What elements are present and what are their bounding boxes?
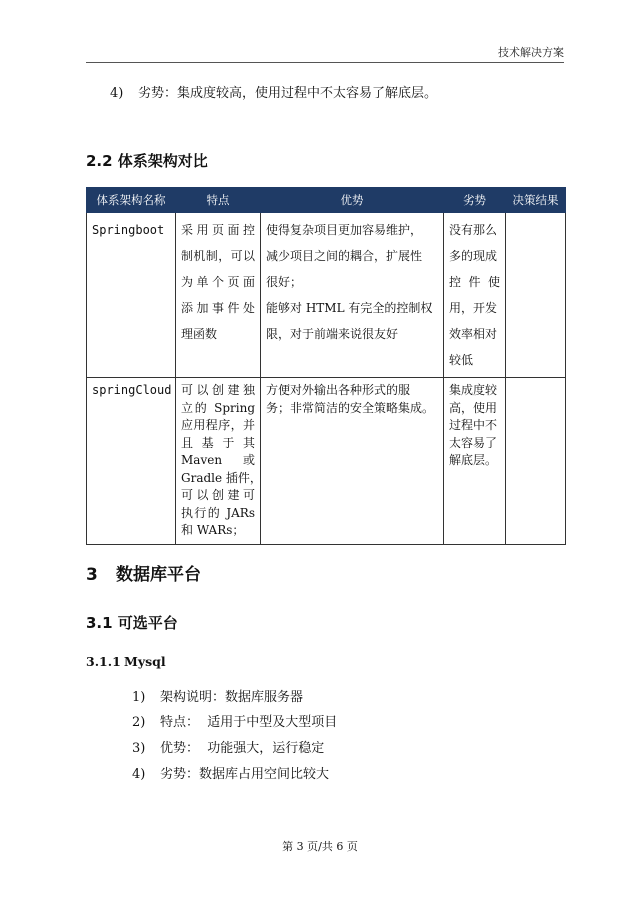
text-line: 可以创建可	[181, 488, 255, 502]
text-line: 方便对外输出各种形式的服	[266, 383, 411, 397]
text-line: 理函数	[181, 327, 218, 341]
text-line: Gradle 插件，	[181, 470, 262, 485]
text-line: 用，开发	[449, 301, 498, 315]
cell-feature	[176, 378, 261, 545]
section-title: 数据库平台	[116, 565, 201, 585]
text-line: 为单个页面	[181, 275, 255, 289]
page-footer: 第 3 页/共 6 页	[282, 840, 358, 853]
text-line: 集成度较	[449, 383, 498, 397]
intro-list-item	[110, 82, 437, 101]
text-line: 制机制，可以	[181, 249, 255, 263]
section-3-1-heading: 3.1 可选平台	[86, 614, 178, 632]
section-3-heading	[86, 560, 201, 585]
text-line: 和 WARs；	[181, 523, 245, 537]
table-header-row	[87, 188, 566, 213]
cell-advantage	[261, 213, 444, 378]
list-number: 4)	[132, 767, 146, 782]
column-header: 优势	[261, 188, 444, 213]
text-line: 控 件 使	[449, 275, 500, 289]
column-header: 特点	[176, 188, 261, 213]
text-line: 较低	[449, 353, 474, 367]
cell-feature	[176, 213, 261, 378]
section-3-1-1-heading	[86, 654, 166, 669]
column-header: 决策结果	[506, 188, 566, 213]
cell-disadvantage	[444, 378, 506, 545]
table-row	[87, 213, 566, 378]
text-line: 效率相对	[449, 327, 498, 341]
list-number: 3)	[132, 741, 146, 756]
list-text: 特点： 适用于中型及大型项目	[160, 715, 338, 730]
text-line: 使得复杂项目更加容易维护，	[266, 223, 423, 237]
cell-name: springCloud	[87, 378, 176, 545]
column-header: 劣势	[444, 188, 506, 213]
section-number: 3.1.1	[86, 654, 121, 669]
list-number: 4)	[110, 86, 124, 101]
text-line: 能够对 HTML 有完全的控制权	[266, 301, 433, 315]
list-item	[132, 686, 303, 705]
text-line: 可以创建独	[181, 383, 255, 397]
text-line: 高，使用	[449, 400, 498, 415]
cell-name: Springboot	[87, 213, 176, 378]
text-line: 采用页面控	[181, 223, 255, 237]
text-line: 限，对于前端来说很友好	[266, 327, 399, 341]
text-line: 减少项目之间的耦合，扩展性	[266, 249, 423, 263]
text-line: 过程中不	[449, 418, 498, 432]
list-number: 2)	[132, 715, 146, 730]
header-divider	[86, 62, 564, 63]
page-header-title: 技术解决方案	[498, 46, 564, 59]
text-line: 太容易了	[449, 435, 498, 450]
list-item	[132, 763, 329, 782]
text-line: 立的 Spring	[181, 400, 255, 415]
column-header: 体系架构名称	[87, 188, 176, 213]
text-line: Maven 或	[181, 453, 255, 467]
section-title: Mysql	[124, 654, 166, 669]
list-item	[132, 711, 337, 730]
cell-decision	[506, 378, 566, 545]
text-line: 解底层。	[449, 453, 498, 467]
text-line: 且 基 于 其	[181, 435, 255, 450]
text-line: 执行的 JARs	[181, 505, 255, 520]
list-text: 优势： 功能强大，运行稳定	[160, 741, 325, 756]
cell-decision	[506, 213, 566, 378]
cell-disadvantage	[444, 213, 506, 378]
text-line: 添加事件处	[181, 301, 255, 315]
list-text: 劣势：数据库占用空间比较大	[160, 767, 330, 782]
list-text: 劣势：集成度较高，使用过程中不太容易了解底层。	[138, 86, 438, 101]
section-2-2-heading: 2.2 体系架构对比	[86, 152, 208, 170]
text-line: 没有那么	[449, 223, 498, 237]
cell-advantage	[261, 378, 444, 545]
list-text: 架构说明：数据库服务器	[160, 690, 304, 705]
text-line: 多的现成	[449, 249, 498, 263]
text-line: 很好；	[266, 275, 303, 289]
list-item	[132, 737, 324, 756]
table-row	[87, 378, 566, 545]
architecture-comparison-table	[86, 187, 566, 545]
list-number: 1)	[132, 690, 146, 705]
section-number: 3	[86, 565, 98, 585]
text-line: 应用程序，并	[181, 418, 255, 432]
text-line: 务；非常简洁的安全策略集成。	[266, 400, 435, 415]
